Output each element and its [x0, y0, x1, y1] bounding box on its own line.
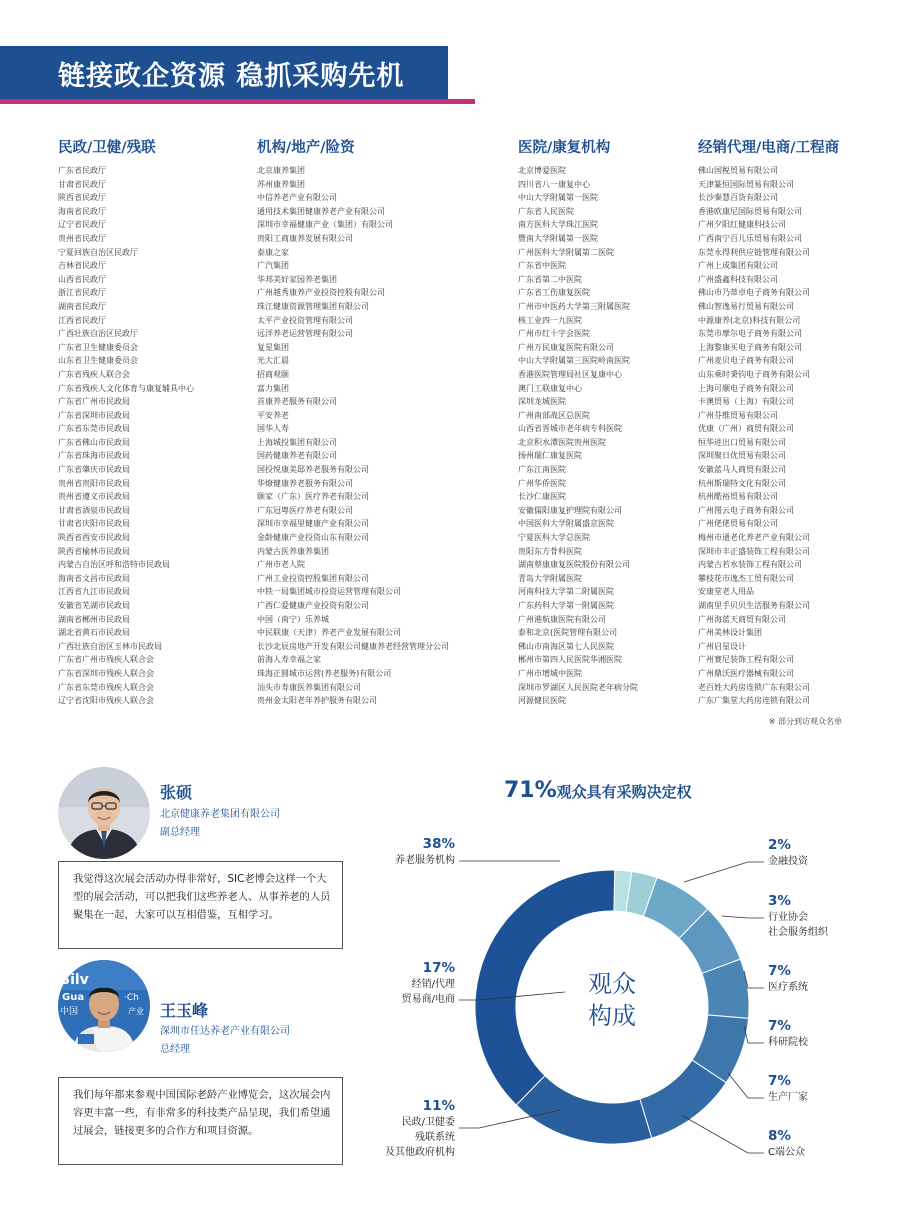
- list-item: 广东省深圳市民政局: [58, 410, 130, 420]
- donut-slice: [516, 1076, 651, 1144]
- list-item: 内蒙古医养康养集团: [257, 546, 329, 556]
- list-item: 富力集团: [257, 383, 289, 393]
- list-item: 四川省八一康复中心: [518, 179, 590, 189]
- list-item: 广东省东莞市残疾人联合会: [58, 682, 154, 692]
- list-item: 广州市增城中医院: [518, 668, 582, 678]
- list-item: 国药健康养老有限公司: [257, 451, 337, 461]
- list-item: 泰康之家: [257, 247, 289, 257]
- slice-percent: 8%: [768, 1128, 791, 1144]
- list-item: 老百姓大药房连锁广东有限公司: [698, 682, 810, 692]
- list-item: 广州美林设计集团: [698, 628, 762, 638]
- list-item: 广东省深圳市残疾人联合会: [58, 668, 154, 678]
- list-item: 广州万民康复医院有限公司: [518, 342, 614, 352]
- list-item: 长沙北辰房地产开发有限公司健康养老经营管理分公司: [257, 641, 449, 651]
- leader-line: [683, 1116, 764, 1153]
- list-item: 广州海蓝天商贸有限公司: [698, 614, 786, 624]
- list-item: 山西省民政厅: [58, 274, 106, 284]
- list-item: 南方医科大学珠江医院: [518, 220, 598, 230]
- list-item: 内蒙古自治区呼和浩特市民政局: [58, 560, 170, 570]
- list-item: 中铁一局集团城市投资运营管理有限公司: [257, 587, 401, 597]
- chart-title-text: 观众具有采购决定权: [556, 783, 692, 801]
- slice-label: [768, 893, 828, 940]
- list-item: 海南省文昌市民政局: [58, 573, 130, 583]
- list-item: 河南科技大学第二附属医院: [518, 587, 614, 597]
- list-item: 广州港航康医院有限公司: [518, 614, 606, 624]
- list-item: 广州工业投资控股集团有限公司: [257, 573, 369, 583]
- list-item: 杭州酷裕贸易有限公司: [698, 492, 778, 502]
- list-item: 广东省残疾人联合会: [58, 369, 130, 379]
- list-item: 广州盛鑫科技有限公司: [698, 274, 778, 284]
- list-item: 佛山市南海区第七人民医院: [518, 641, 614, 651]
- list-item: 湖北省黄石市民政局: [58, 628, 130, 638]
- list-item: 贵州省民政厅: [58, 233, 106, 243]
- list-item: 吉林省民政厅: [58, 261, 106, 271]
- slice-label: [395, 836, 455, 868]
- list-item: 广州赛尼装饰工程有限公司: [698, 655, 794, 665]
- chart-center-label: 构成: [588, 1002, 636, 1030]
- list-item: 江西省九江市民政局: [58, 587, 130, 597]
- list-item: 佛山市乃蒂卓电子商务有限公司: [698, 288, 810, 298]
- list-item: 广东冠粤医疗养老有限公司: [257, 505, 353, 515]
- quote-box: 我觉得这次展会活动办得非常好，SIC老博会这样一个大型的展会活动，可以把我们这些养老人、从事养老的人员聚集在一起，大家可以互相借鉴，互相学习。: [58, 861, 343, 949]
- backdrop-text: ·Ch: [124, 993, 139, 1003]
- list-item: 深圳市幸福健康产业（集团）有限公司: [257, 220, 393, 230]
- list-item: 香港欧康尼国际贸易有限公司: [698, 206, 802, 216]
- quote-box: 我们每年都来参观中国国际老龄产业博览会，这次展会内容更丰富一些，有非常多的科技类产品呈现，我们希望通过展会，链接更多的合作方和项目资源。: [58, 1077, 343, 1165]
- list-item: 珠海正圆城市运营(养老服务)有限公司: [257, 668, 392, 678]
- list-item: 湖南里手贝贝生活服务有限公司: [698, 601, 810, 610]
- list-item: 广州越秀康养产业投资控股有限公司: [257, 288, 385, 298]
- list-item: 中山大学附属第三医院岭南医院: [518, 356, 630, 366]
- list-item: 广西壮族自治区民政厅: [58, 329, 138, 339]
- list-item: 广州芬维贸易有限公司: [698, 410, 778, 420]
- slice-label-line: C端公众: [768, 1147, 805, 1158]
- slice-label: [768, 1128, 805, 1160]
- visitor-list-note: ※ 部分到访观众名单: [768, 717, 842, 726]
- list-item: 广西壮族自治区玉林市民政局: [58, 641, 162, 651]
- list-item: 湖南省民政厅: [58, 301, 106, 311]
- slice-label: [768, 1073, 808, 1105]
- list-item: 远洋养老运营管理有限公司: [257, 329, 353, 339]
- list-item: 广汽集团: [257, 261, 289, 271]
- list-item: 广州南部战区总医院: [518, 410, 590, 420]
- list-item: 陕西省民政厅: [58, 193, 106, 203]
- list-item: 广州图云电子商务有限公司: [698, 505, 794, 515]
- list-item: 广州麦贝电子商务有限公司: [698, 356, 794, 366]
- list-item: 广东省广州市民政局: [58, 397, 130, 407]
- list-item: 贵州省贵阳市民政局: [58, 478, 130, 488]
- list-item: 深圳聚日优贸易有限公司: [698, 451, 786, 461]
- list-item: 广州鼎沃医疗器械有限公司: [698, 668, 794, 678]
- slice-percent: 7%: [768, 1073, 791, 1089]
- list-item: 安徽省芜湖市民政局: [58, 601, 130, 610]
- list-item: 广东省第二中医院: [518, 274, 582, 284]
- slice-label-line: 残联系统: [415, 1132, 455, 1143]
- slice-label-line: 经销/代理: [411, 979, 455, 990]
- list-item: 深圳市幸福里健康产业有限公司: [257, 519, 369, 529]
- person-name: 张硕: [160, 783, 193, 802]
- list-item: 深圳市丰正盛装饰工程有限公司: [698, 546, 810, 556]
- list-item: 上海可顺电子商务有限公司: [698, 383, 794, 393]
- list-item: 辽宁省沈阳市残疾人联合会: [58, 696, 154, 706]
- list-item: 山东乘时秉钧电子商务有限公司: [698, 369, 810, 379]
- list-item: 招商观颐: [257, 369, 289, 379]
- list-item: 贵州省遵义市民政局: [58, 492, 130, 502]
- list-item: 优康（广州）商贸有限公司: [698, 424, 794, 434]
- slice-label-line: 社会服务组织: [768, 927, 828, 938]
- list-item: 广东省广州市残疾人联合会: [58, 655, 154, 665]
- slice-label-line: 医疗系统: [768, 982, 808, 993]
- list-item: 太平产业投资管理有限公司: [257, 315, 353, 325]
- list-item: 中源康养(北京)科技有限公司: [698, 315, 801, 325]
- list-item: 泰和北京(医院管理有限公司: [518, 628, 618, 638]
- list-item: 广东省民政厅: [58, 166, 106, 175]
- slice-percent: 2%: [768, 837, 791, 853]
- list-item: 山西省晋城市老年病专科医院: [518, 424, 622, 434]
- list-item: 华邦美好家园养老集团: [257, 274, 337, 284]
- person-organization: 深圳市任达养老产业有限公司: [160, 1026, 290, 1037]
- list-item: 广东广集堂大药房连锁有限公司: [698, 696, 810, 706]
- list-item: 首康养老服务有限公司: [257, 397, 337, 407]
- list-item: 暨南大学附属第一医院: [518, 233, 598, 243]
- slice-label-line: 生产厂家: [768, 1092, 808, 1103]
- list-item: 安徽蓝马人商贸有限公司: [698, 465, 786, 475]
- list-item: 北京积水潭医院贵州医院: [518, 437, 606, 447]
- person-organization: 北京健康养老集团有限公司: [160, 809, 280, 820]
- list-item: 平安养老: [257, 410, 289, 420]
- leader-line: [722, 916, 764, 918]
- list-item: 攀枝花市逸杰工贸有限公司: [698, 573, 794, 583]
- list-item: 宁夏回族自治区民政厅: [58, 247, 138, 257]
- list-item: 陕西省榆林市民政局: [58, 546, 130, 556]
- leader-line: [744, 971, 764, 988]
- slice-percent: 7%: [768, 1018, 791, 1034]
- list-item: 天津篆恒国际贸易有限公司: [698, 179, 794, 189]
- list-item: 广东省卫生健康委员会: [58, 342, 138, 352]
- slice-percent: 3%: [768, 893, 791, 909]
- chart-center-label: 观众: [588, 970, 636, 998]
- list-item: 广东省珠海市民政局: [58, 451, 130, 461]
- list-item: 苏州康养集团: [257, 179, 305, 189]
- list-item: 江西省民政厅: [58, 315, 106, 325]
- list-item: 光大汇晨: [257, 356, 289, 366]
- list-item: 广州上成集团有限公司: [698, 261, 778, 271]
- list-item: 香港医院管理局社区复康中心: [518, 369, 622, 379]
- list-item: 金龄健康产业投资山东有限公司: [257, 533, 369, 543]
- list-item: 甘肃省酒泉市民政局: [58, 505, 130, 515]
- column-heading: 医院/康复机构: [518, 140, 611, 156]
- slice-label: [385, 1098, 455, 1160]
- list-item: 长沙仁康医院: [518, 492, 566, 502]
- list-item: 陕西省西安市民政局: [58, 533, 130, 543]
- list-item: 中信养老产业有限公司: [257, 193, 337, 203]
- slice-label-line: 养老服务机构: [395, 855, 455, 866]
- list-item: 郴州市第四人民医院华湘医院: [518, 655, 622, 665]
- slice-percent: 38%: [422, 836, 455, 852]
- list-item: 澳门工联康复中心: [518, 383, 582, 393]
- list-item: 深圳龙城医院: [518, 397, 566, 407]
- list-item: 前海人寿幸福之家: [257, 655, 321, 665]
- list-item: 梅州市通老化养老产业有限公司: [698, 533, 810, 543]
- list-item: 珠江健康资源管理集团有限公司: [257, 301, 369, 311]
- list-item: 恒华进出口贸易有限公司: [698, 437, 786, 447]
- list-item: 甘肃省庆阳市民政局: [58, 519, 130, 529]
- list-item: 广东省东莞市民政局: [58, 424, 130, 434]
- list-item: 中国医科大学附属盛京医院: [518, 519, 614, 529]
- list-item: 广东江南医院: [518, 465, 566, 475]
- list-item: 佛山国税贸易有限公司: [698, 166, 778, 175]
- list-item: 宁夏医科大学总医院: [518, 533, 590, 543]
- list-item: 广东省中医院: [518, 261, 566, 271]
- list-item: 颐家（广东）医疗养老有限公司: [257, 492, 369, 502]
- slice-label: [768, 837, 808, 869]
- list-item: 广东省人民医院: [518, 206, 574, 216]
- list-item: 海南省民政厅: [58, 206, 106, 216]
- list-item: 长沙秦慧百货有限公司: [698, 193, 778, 203]
- slice-label: [402, 960, 455, 1007]
- slice-label-line: 贸易商/电商: [401, 994, 455, 1005]
- leader-line: [684, 862, 764, 882]
- list-item: 上海黎康买电子商务有限公司: [698, 342, 802, 352]
- slice-label-line: 行业协会: [768, 912, 808, 923]
- backdrop-text: 产业: [128, 1007, 144, 1016]
- list-item: 山东省卫生健康委员会: [58, 356, 138, 366]
- list-item: 深圳市罗湖区人民医院老年病分院: [518, 682, 638, 692]
- list-item: 河源健民医院: [518, 696, 566, 706]
- list-item: 广州市中医药大学第三附属医院: [518, 301, 630, 311]
- list-item: 青岛大学附属医院: [518, 573, 582, 583]
- leader-line: [728, 1073, 764, 1098]
- list-item: 东莞市摩尔电子商务有限公司: [698, 329, 802, 339]
- person-title: 总经理: [160, 1044, 190, 1055]
- list-item: 东莞永得利供应链管理有限公司: [698, 247, 810, 257]
- slice-label-line: 科研院校: [768, 1037, 808, 1048]
- list-item: 甘肃省民政厅: [58, 179, 106, 189]
- list-item: 佛山智逸易行贸易有限公司: [698, 301, 794, 311]
- slice-percent: 11%: [422, 1098, 455, 1114]
- column-heading: 机构/地产/险资: [257, 140, 355, 156]
- list-item: 广州市红十字会医院: [518, 329, 590, 339]
- list-item: 中国（南宁）乐养城: [257, 614, 329, 624]
- list-item: 中民联康（天津）养老产业发展有限公司: [257, 628, 401, 638]
- list-item: 安康堂老人用品: [698, 587, 754, 597]
- list-item: 广西南宁百儿乐贸易有限公司: [698, 233, 802, 243]
- person-name: 王玉峰: [160, 1001, 209, 1020]
- list-item: 广州市老人院: [257, 560, 305, 570]
- list-item: 扬州瑞仁康复医院: [518, 451, 582, 461]
- slice-label-line: 民政/卫健委: [401, 1117, 455, 1128]
- list-item: 北京康养集团: [257, 166, 305, 175]
- list-item: 贵州金太阳老年养护服务有限公司: [257, 696, 377, 706]
- person-title: 副总经理: [160, 827, 200, 838]
- slice-label: [768, 1018, 808, 1050]
- backdrop-text: Silv: [60, 972, 89, 988]
- list-item: 中山大学附属第一医院: [518, 193, 598, 203]
- list-item: 湖南蔡康康复医院股份有限公司: [518, 560, 630, 570]
- list-item: 国华人寿: [257, 424, 289, 434]
- slice-percent: 7%: [768, 963, 791, 979]
- list-item: 汕头市寿康医养集团有限公司: [257, 682, 361, 692]
- list-item: 广州华侨医院: [518, 478, 566, 488]
- list-item: 安徽儒阳康复护理院有限公司: [518, 505, 622, 515]
- list-item: 卡澳贸易（上海）有限公司: [698, 397, 794, 407]
- list-item: 广西仁爱健康产业投资有限公司: [257, 601, 369, 610]
- column-heading: 民政/卫健/残联: [58, 140, 156, 156]
- list-item: 上海城投集团有限公司: [257, 437, 337, 447]
- list-item: 广州夕阳红健康科技公司: [698, 220, 786, 230]
- slice-percent: 17%: [422, 960, 455, 976]
- list-item: 通用技术集团健康养老产业有限公司: [257, 206, 385, 216]
- list-item: 广东药科大学第一附属医院: [518, 601, 614, 610]
- list-item: 国投悦康美邸养老服务有限公司: [257, 465, 369, 475]
- chart-title-percent: 71%: [504, 778, 557, 803]
- list-item: 杭州斯瑞特文化有限公司: [698, 478, 786, 488]
- slice-label-line: 及其他政府机构: [385, 1147, 455, 1158]
- list-item: 广州佬佬贸易有限公司: [698, 519, 778, 529]
- backdrop-text: 中国: [60, 1007, 79, 1017]
- list-item: 广东省残疾人文化体育与康复辅具中心: [58, 383, 194, 393]
- list-item: 广东省佛山市民政局: [58, 437, 130, 447]
- list-item: 辽宁省民政厅: [58, 220, 106, 230]
- list-item: 华燎健康养老服务有限公司: [257, 478, 353, 488]
- list-item: 复星集团: [257, 342, 289, 352]
- list-item: 广东省肇庆市民政局: [58, 465, 130, 475]
- list-item: 北京博爱医院: [518, 166, 566, 175]
- slice-label-line: 金融投资: [768, 856, 808, 867]
- page-title: 链接政企资源 稳抓采购先机: [58, 61, 405, 92]
- list-item: 广东省工伤康复医院: [518, 288, 590, 298]
- list-item: 广州启星设计: [698, 641, 746, 651]
- list-item: 湖南省郴州市民政局: [58, 614, 130, 624]
- slice-label: [768, 963, 808, 995]
- column-heading: 经销代理/电商/工程商: [698, 140, 840, 156]
- list-item: 浙江省民政厅: [58, 288, 106, 298]
- list-item: 广州医科大学附属第二医院: [518, 247, 614, 257]
- list-item: 贵阳东方骨科医院: [518, 546, 582, 556]
- list-item: 核工业四一九医院: [518, 315, 582, 325]
- list-item: 内蒙古若水装饰工程有限公司: [698, 560, 802, 570]
- list-item: 贵阳工商康养发展有限公司: [257, 233, 353, 243]
- backdrop-text: Gua: [62, 992, 85, 1003]
